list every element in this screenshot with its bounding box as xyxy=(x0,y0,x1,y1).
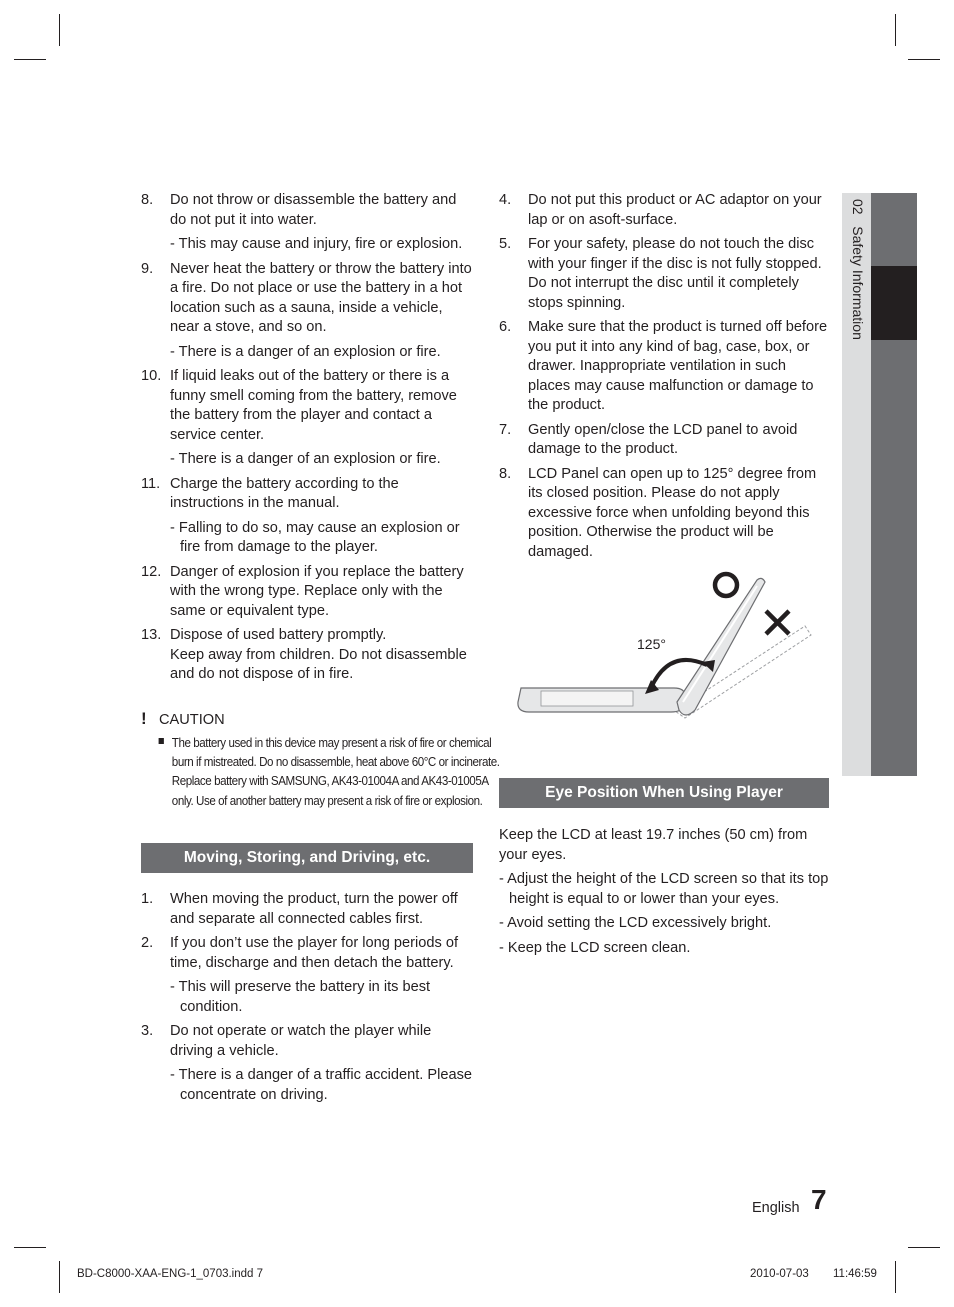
eye-bullet: - Keep the LCD screen clean. xyxy=(499,939,691,956)
wrong-mark-icon xyxy=(766,611,789,634)
list-item xyxy=(141,191,473,230)
right-column xyxy=(499,191,829,963)
item-number: 8. xyxy=(141,192,154,208)
list-item xyxy=(141,626,473,685)
page-number: 7 xyxy=(811,1184,827,1215)
list-item xyxy=(499,235,829,313)
list-item xyxy=(141,260,473,338)
eye-bullet: - Adjust the height of the LCD screen so that its top height is equal to or lower than your eyes. xyxy=(499,871,829,907)
item-number: 4. xyxy=(499,192,512,208)
item-note: - There is a danger of an explosion or fire. xyxy=(170,343,441,360)
product-item-list xyxy=(499,191,829,562)
crop-mark xyxy=(14,1247,46,1248)
item-number: 7. xyxy=(499,421,512,438)
list-item xyxy=(141,1022,473,1061)
list-item xyxy=(141,563,473,622)
list-item xyxy=(499,191,829,230)
bullet-square-icon xyxy=(159,738,164,744)
section-heading-eye-position: Eye Position When Using Player xyxy=(499,778,829,808)
lcd-panel-illustration xyxy=(499,570,829,760)
list-item xyxy=(141,934,473,973)
item-text: Never heat the battery or throw the battery into a fire. Do not place or use the battery in a hot location such as a sauna, inside a vehicle, near a stove, and so on. xyxy=(170,260,472,335)
eye-bullet: - Avoid setting the LCD excessively bright. xyxy=(499,915,772,931)
item-text: Danger of explosion if you replace the battery with the wrong type. Replace only with the same or equivalent type. xyxy=(170,563,464,619)
item-text: Do not throw or disassemble the battery and do not put it into water. xyxy=(170,192,457,228)
item-text: If you don’t use the player for long periods of time, discharge and then detach the battery. xyxy=(170,935,458,971)
item-number: 3. xyxy=(141,1023,154,1040)
player-slot xyxy=(541,691,633,706)
panel-highlight xyxy=(683,586,757,702)
list-item xyxy=(141,890,473,929)
item-note: - There is a danger of an explosion or fire. xyxy=(170,451,441,467)
crop-mark xyxy=(14,59,46,60)
crop-mark xyxy=(59,14,60,46)
section-heading-moving: Moving, Storing, and Driving, etc. xyxy=(141,843,473,873)
eye-bullet-list xyxy=(499,870,829,958)
item-number: 8. xyxy=(499,465,512,482)
item-note: - There is a danger of a traffic accident. Please concentrate on driving. xyxy=(170,1067,473,1103)
side-tab-label xyxy=(850,199,866,399)
item-text: Do not operate or watch the player while driving a vehicle. xyxy=(170,1023,432,1059)
item-text: Make sure that the product is turned off before you put it into any kind of bag, case, box, or drawer. Inappropriate ventilation in such places may cause malfunction or damage to the product. xyxy=(528,319,828,413)
crop-mark xyxy=(895,14,896,46)
battery-item-list xyxy=(141,191,473,685)
caution-block xyxy=(141,708,500,811)
slug-time: 11:46:59 xyxy=(833,1268,877,1280)
item-text: Do not put this product or AC adaptor on your lap or on asoft-surface. xyxy=(528,192,822,228)
slug-date: 2010-07-03 xyxy=(750,1268,809,1280)
item-text: For your safety, please do not touch the disc with your finger if the disc is not fully stopped. Do not interrupt the disc until it completely stops spinning. xyxy=(528,236,822,311)
item-number: 9. xyxy=(141,260,154,277)
item-number: 1. xyxy=(141,891,154,908)
caution-mark: ! xyxy=(141,708,147,728)
item-text-continued: Keep away from children. Do not disassemble and do not dispose of in fire. xyxy=(170,646,467,682)
item-number: 2. xyxy=(141,935,154,952)
side-tab-active-marker xyxy=(871,266,917,340)
slug-file: BD-C8000-XAA-ENG-1_0703.indd 7 xyxy=(77,1268,264,1280)
left-column xyxy=(141,191,500,1110)
item-number: 13. xyxy=(141,627,162,643)
crop-mark xyxy=(908,1247,940,1248)
item-note: - Falling to do so, may cause an explosion or fire from damage to the player. xyxy=(170,519,460,555)
caution-text: The battery used in this device may present a risk of fire or chemical burn if mistreated. Do no disassemble, heat above 60°C or incinerate. Replace battery with SAMSUNG, AK43-01004A and AK43-01005A only. Use of another battery may present a risk of fire or explosion. xyxy=(141,733,503,811)
crop-mark xyxy=(908,59,940,60)
item-note: - This will preserve the battery in its best condition. xyxy=(170,979,431,1015)
item-text: Charge the battery according to the instructions in the manual. xyxy=(170,475,399,511)
item-text: Gently open/close the LCD panel to avoid damage to the product. xyxy=(528,421,798,457)
item-number: 10. xyxy=(141,368,162,384)
moving-item-list xyxy=(141,890,473,1105)
crop-mark xyxy=(895,1261,896,1293)
list-item xyxy=(499,318,829,416)
side-tab-title: Safety Information xyxy=(850,226,866,340)
list-item xyxy=(499,421,829,460)
item-text: When moving the product, turn the power off and separate all connected cables first. xyxy=(170,891,458,927)
list-item xyxy=(499,465,829,563)
item-number: 12. xyxy=(141,563,162,580)
item-number: 11. xyxy=(141,475,161,492)
panel-open-position xyxy=(677,578,765,715)
item-text: If liquid leaks out of the battery or there is a funny smell coming from the battery, remove the battery from the player and contact a service center. xyxy=(170,368,457,443)
item-text: Dispose of used battery promptly. xyxy=(170,627,387,643)
caution-title: CAUTION xyxy=(159,711,225,728)
list-item xyxy=(141,475,473,514)
eye-intro: Keep the LCD at least 19.7 inches (50 cm) from your eyes. xyxy=(499,827,808,863)
item-number: 5. xyxy=(499,236,512,252)
item-number: 6. xyxy=(499,319,512,335)
angle-label: 125° xyxy=(637,636,666,652)
side-tab-number: 02 xyxy=(850,199,866,215)
correct-mark-icon xyxy=(715,574,737,596)
footer-language: English xyxy=(752,1200,800,1216)
crop-mark xyxy=(59,1261,60,1293)
list-item xyxy=(141,367,473,445)
item-note: - This may cause and injury, fire or explosion. xyxy=(170,236,463,252)
lcd-angle-figure xyxy=(499,570,829,760)
item-text: LCD Panel can open up to 125° degree from its closed position. Please do not apply excessive force when unfolding beyond this position. Otherwise the product will be damaged. xyxy=(528,465,817,560)
